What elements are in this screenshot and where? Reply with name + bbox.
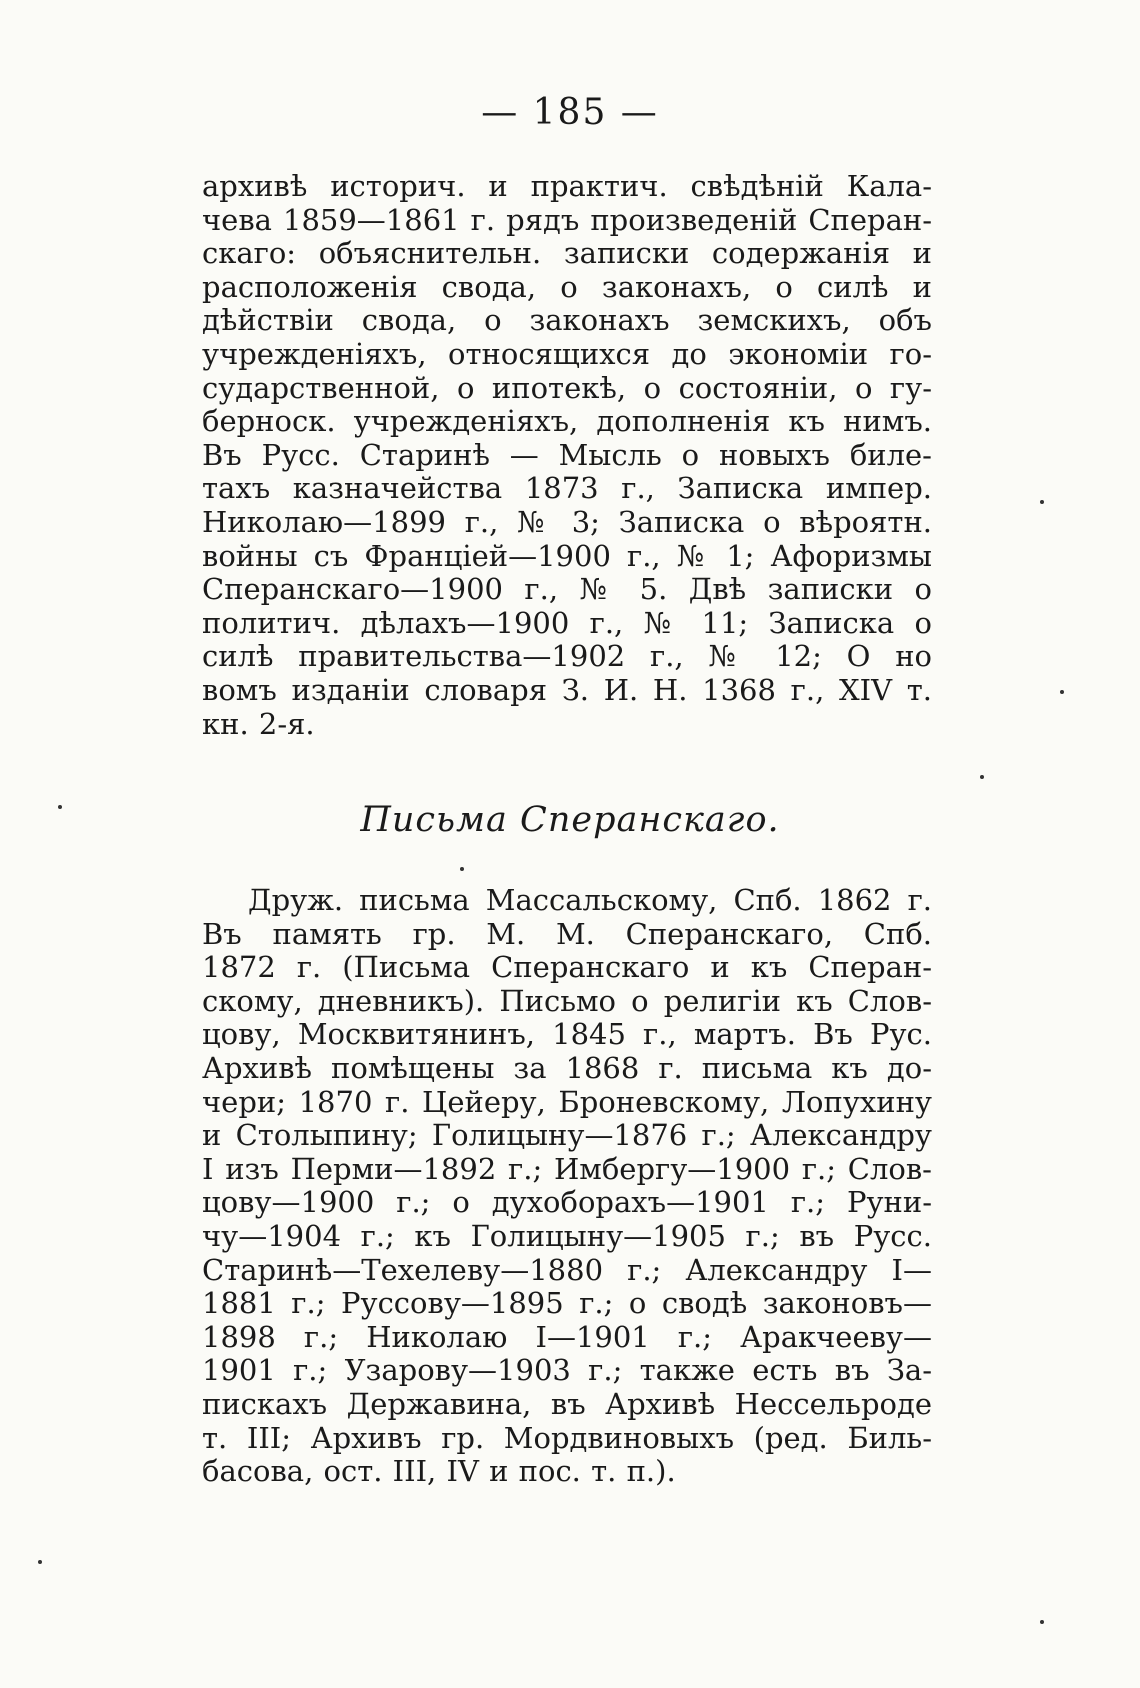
scan-speck (980, 775, 984, 779)
text-line: сударственной, о ипотекѣ, о состояніи, о гу- (202, 370, 932, 405)
text-line: учрежденіяхъ, относящихся до экономіи го- (202, 336, 932, 371)
text-line: т. III; Архивъ гр. Мордвиновыхъ (ред. Биль- (202, 1420, 932, 1455)
text-line: цову—1900 г.; о духоборахъ—1901 г.; Руни- (202, 1185, 932, 1220)
text-line: Сперанскаго—1900 г., № 5. Двѣ записки о (202, 572, 932, 607)
text-line: чу—1904 г.; къ Голицыну—1905 г.; въ Русс. (202, 1218, 932, 1253)
scan-speck (38, 1560, 42, 1564)
scan-speck (1040, 1620, 1044, 1624)
text-line: Въ память гр. М. М. Сперанскаго, Спб. (202, 916, 932, 951)
text-line: архивѣ историч. и практич. свѣдѣній Кала- (202, 169, 932, 203)
text-line: войны съ Франціей—1900 г., № 1; Афоризмы (202, 538, 932, 573)
text-line: пискахъ Державина, въ Архивѣ Нессельроде (202, 1386, 932, 1421)
text-line: политич. дѣлахъ—1900 г., № 11; Записка о (202, 605, 932, 640)
text-line: 1901 г.; Узарову—1903 г.; также есть въ За- (202, 1353, 932, 1388)
text-line: Друж. письма Массальскому, Спб. 1862 г. (248, 883, 932, 917)
scan-speck (1060, 690, 1064, 694)
text-line: I изъ Перми—1892 г.; Имбергу—1900 г.; Слов- (202, 1151, 932, 1186)
text-line: Въ Русс. Старинѣ — Мысль о новыхъ биле- (202, 437, 932, 472)
text-line: чери; 1870 г. Цейеру, Броневскому, Лопухину (202, 1084, 932, 1119)
text-line: расположенія свода, о законахъ, о силѣ и (202, 269, 932, 304)
text-line: скому, дневникъ). Письмо о религіи къ Слов- (202, 983, 932, 1018)
text-line: басова, ост. III, IV и пос. т. п.). (202, 1454, 676, 1489)
text-line: и Столыпину; Голицыну—1876 г.; Александру (202, 1118, 932, 1153)
text-line: 1898 г.; Николаю I—1901 г.; Аракчееву— (202, 1319, 932, 1354)
text-line: чева 1859—1861 г. рядъ произведеній Сперан- (202, 202, 932, 237)
text-line: 1881 г.; Руссову—1895 г.; о сводѣ законовъ— (202, 1286, 932, 1321)
text-line: 1872 г. (Письма Сперанскаго и къ Сперан- (202, 950, 932, 985)
scan-speck (1040, 500, 1044, 504)
paragraph-archive-publications (202, 170, 932, 741)
text-line: Николаю—1899 г., № 3; Записка о вѣроятн. (202, 504, 932, 539)
scan-speck (58, 805, 62, 809)
text-line: скаго: объяснительн. записки содержанія и (202, 236, 932, 271)
text-line: силѣ правительства—1902 г., № 12; О но (202, 639, 932, 674)
text-line: цову, Москвитянинъ, 1845 г., мартъ. Въ Рус. (202, 1017, 932, 1052)
section-heading: Письма Сперанскаго. (360, 800, 780, 840)
text-line: дѣйствіи свода, о законахъ земскихъ, объ (202, 303, 932, 338)
text-line: вомъ изданіи словаря З. И. Н. 1368 г., XIV т. (202, 672, 932, 707)
page-number: — 185 — (481, 92, 659, 133)
text-line: тахъ казначейства 1873 г., Записка импер. (202, 471, 932, 506)
text-line: кн. 2-я. (202, 706, 315, 741)
paragraph-letters (202, 884, 932, 1489)
scan-speck (460, 867, 464, 871)
text-line: Архивѣ помѣщены за 1868 г. письма къ до- (202, 1050, 932, 1085)
text-line: Старинѣ—Техелеву—1880 г.; Александру I— (202, 1252, 932, 1287)
text-line: берноск. учрежденіяхъ, дополненія къ нимъ. (202, 404, 932, 439)
